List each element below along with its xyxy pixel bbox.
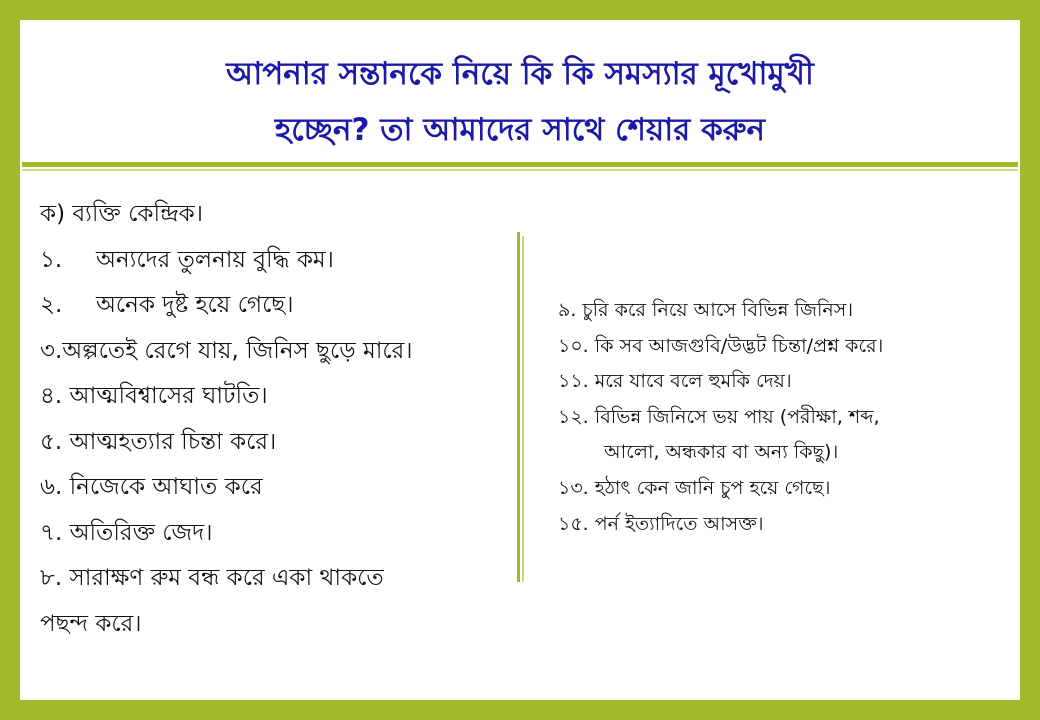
title-line-2: হচ্ছেন? তা আমাদের সাথে শেয়ার করুন (274, 112, 766, 148)
column-divider (517, 232, 520, 582)
column-divider-shadow (522, 236, 524, 582)
list-item: ১২. বিভিন্ন জিনিসে ভয় পায় (পরীক্ষা, শব্দ, (558, 405, 880, 428)
list-item: ১১. মরে যাবে বলে হুমকি দেয়। (558, 370, 792, 393)
list-item (40, 238, 510, 284)
title-divider (22, 162, 1018, 167)
right-column (558, 293, 1008, 542)
list-item: ১৩. হঠাৎ কেন জানি চুপ হয়ে গেছে। (558, 476, 831, 499)
list-item: ৭. অতিরিক্ত জেদ। (40, 519, 213, 546)
list-item (40, 283, 510, 329)
list-item-continuation: পছন্দ করে। (40, 610, 142, 637)
list-item: ১০. কি সব আজগুবি/উদ্ভট চিন্তা/প্রশ্ন করে। (558, 334, 884, 357)
list-item: ৯. চুরি করে নিয়ে আসে বিভিন্ন জিনিস। (558, 299, 854, 321)
left-column (40, 192, 510, 647)
list-item-text: অন্যদের তুলনায় বুদ্ধি কম। (96, 246, 334, 273)
list-item-number: ১. (40, 246, 63, 273)
list-item: ৪. আত্মবিশ্বাসের ঘাটতি। (40, 383, 268, 409)
list-item: ৩.অল্পতেই রেগে যায়, জিনিস ছুড়ে মারে। (40, 337, 413, 364)
slide (20, 20, 1020, 700)
slide-title (20, 46, 1020, 158)
list-item: ৮. সারাক্ষণ রুম বন্ধ করে একা থাকতে (40, 565, 384, 591)
list-item: ১৫. পর্ন ইত্যাদিতে আসক্ত। (558, 512, 764, 535)
title-line-1: আপনার সন্তানকে নিয়ে কি কি সমস্যার মূখোমুখী (226, 56, 814, 92)
list-item-number: ২. (40, 292, 63, 318)
section-heading: ক) ব্যক্তি কেন্দ্রিক। (40, 201, 204, 227)
title-divider-shadow (22, 169, 1018, 171)
list-item: ৫. আত্মহত্যার চিন্তা করে। (40, 428, 277, 455)
list-item-text: অনেক দুষ্ট হয়ে গেছে। (96, 292, 294, 318)
list-item-continuation: আলো, অন্ধকার বা অন্য কিছু)। (604, 441, 839, 464)
list-item: ৬. নিজেকে আঘাত করে (40, 474, 263, 500)
